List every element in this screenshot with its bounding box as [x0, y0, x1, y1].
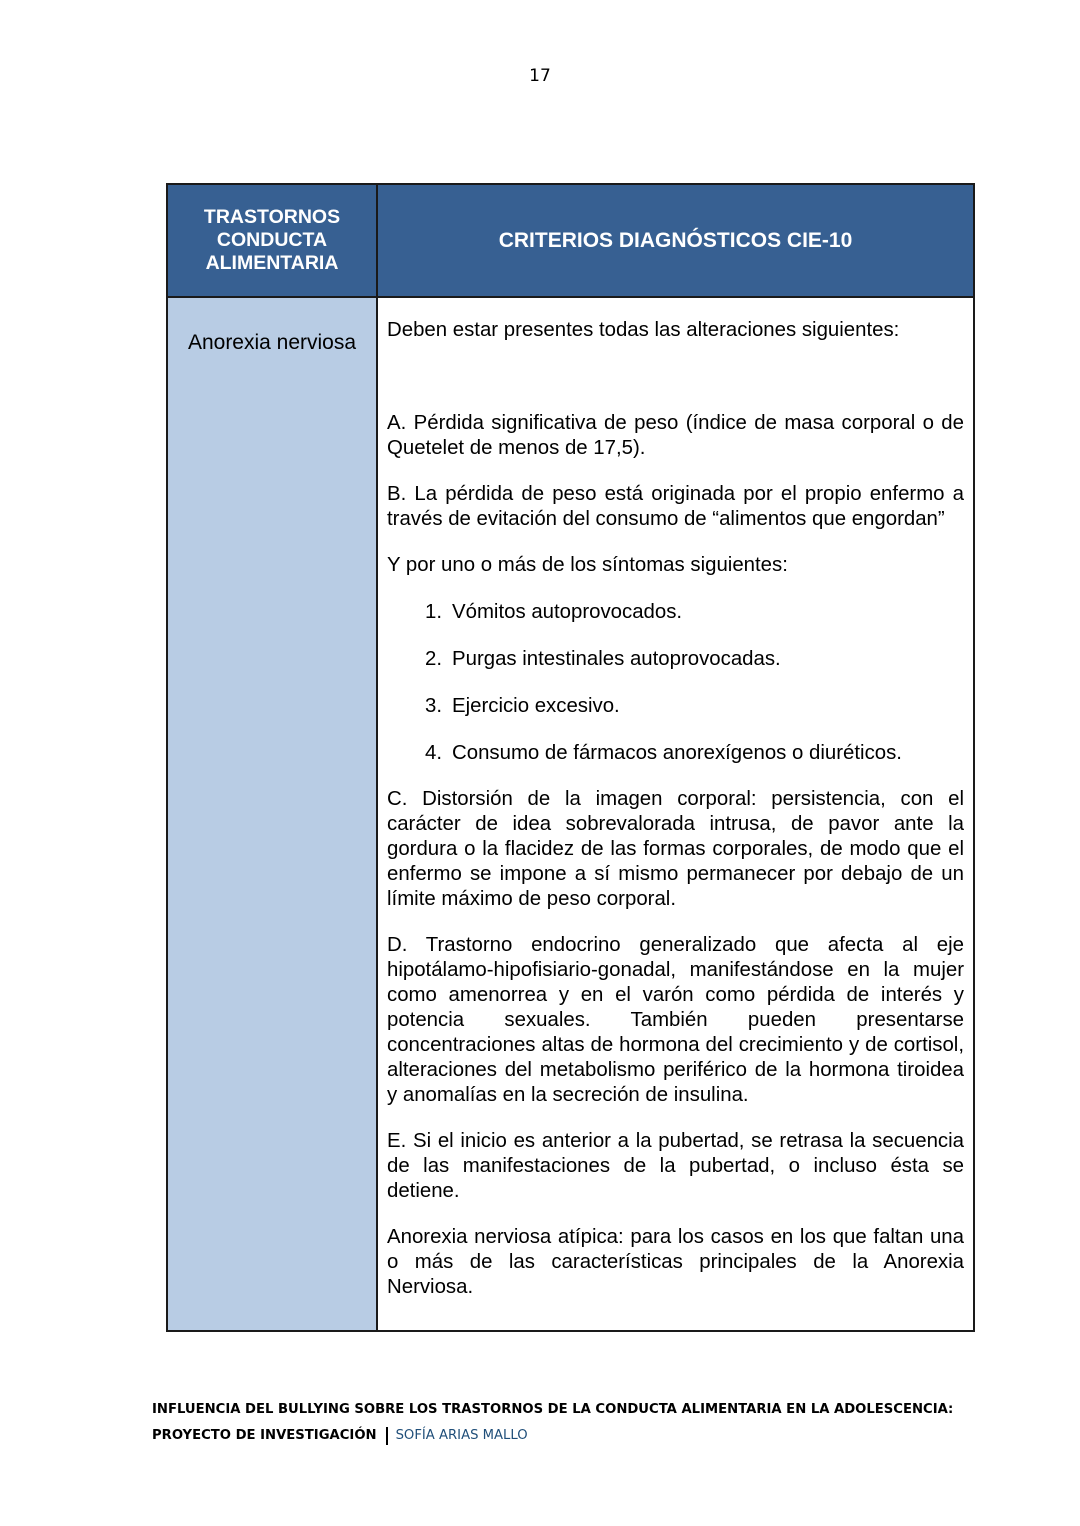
- page-number: 17: [529, 66, 551, 86]
- footer-separator: [386, 1427, 388, 1445]
- footer-author: SOFÍA ARIAS MALLO: [395, 1428, 528, 1443]
- list-item: [387, 741, 964, 766]
- criteria-intro: Deben estar presentes todas las alteraciones siguientes:: [387, 319, 900, 341]
- symptom-list: [387, 600, 964, 766]
- disorder-cell: [168, 298, 378, 1330]
- table-header-disorder-label: TRASTORNOS CONDUCTA ALIMENTARIA: [203, 206, 341, 274]
- criterion-c: C. Distorsión de la imagen corporal: persistencia, con el carácter de idea sobrevalorada intrusa, de pavor ante la gordura o la flacidez de las formas corporales, de modo que el enfermo se impone a sí mismo permanecer por debajo de un límite máximo de peso corporal.: [387, 788, 964, 910]
- list-item: [387, 600, 964, 625]
- table-header-criteria-label: CRITERIOS DIAGNÓSTICOS CIE-10: [498, 228, 853, 252]
- list-item: [387, 647, 964, 672]
- list-item-number: 4.: [424, 742, 442, 764]
- footer-subline: [152, 1423, 953, 1449]
- criterion-b: B. La pérdida de peso está originada por el propio enfermo a través de evitación del consumo de “alimentos que engordan”: [387, 483, 964, 530]
- list-item-number: 3.: [424, 695, 442, 717]
- criteria-table: [166, 183, 975, 1332]
- list-item-text: Ejercicio excesivo.: [452, 695, 620, 717]
- criteria-cell: [378, 298, 973, 1330]
- criterion-a: A. Pérdida significativa de peso (índice de masa corporal o de Quetelet de menos de 17,5).: [387, 412, 964, 459]
- list-item-number: 1.: [424, 601, 442, 623]
- table-header-criteria: [378, 185, 973, 298]
- disorder-name: Anorexia nerviosa: [187, 331, 357, 354]
- list-item-number: 2.: [424, 648, 442, 670]
- criterion-d: D. Trastorno endocrino generalizado que afecta al eje hipotálamo-hipofisiario-gonadal, manifestándose en la mujer como amenorrea y en el varón como pérdida de interés y potencia sexuales. También pueden presentarse concentraciones altas de hormona del crecimiento y de cortisol, alteraciones del metabolismo periférico de la hormona tiroidea y anomalías en la secreción de insulina.: [387, 934, 964, 1106]
- symptoms-intro: Y por uno o más de los síntomas siguientes:: [387, 554, 788, 576]
- atypical-note: Anorexia nerviosa atípica: para los casos en los que faltan una o más de las características principales de la Anorexia Nerviosa.: [387, 1226, 964, 1298]
- table-header-disorder: [168, 185, 378, 298]
- footer-title: INFLUENCIA DEL BULLYING SOBRE LOS TRASTORNOS DE LA CONDUCTA ALIMENTARIA EN LA ADOLESCENCIA:: [152, 1402, 954, 1417]
- list-item: [387, 694, 964, 719]
- list-item-text: Purgas intestinales autoprovocadas.: [452, 648, 781, 670]
- list-item-text: Consumo de fármacos anorexígenos o diuréticos.: [452, 742, 902, 764]
- list-item-text: Vómitos autoprovocados.: [452, 601, 683, 623]
- page-footer: [152, 1397, 953, 1449]
- criterion-e: E. Si el inicio es anterior a la pubertad, se retrasa la secuencia de las manifestaciones de la pubertad, o incluso ésta se detiene.: [387, 1130, 964, 1202]
- footer-project: PROYECTO DE INVESTIGACIÓN: [152, 1428, 377, 1443]
